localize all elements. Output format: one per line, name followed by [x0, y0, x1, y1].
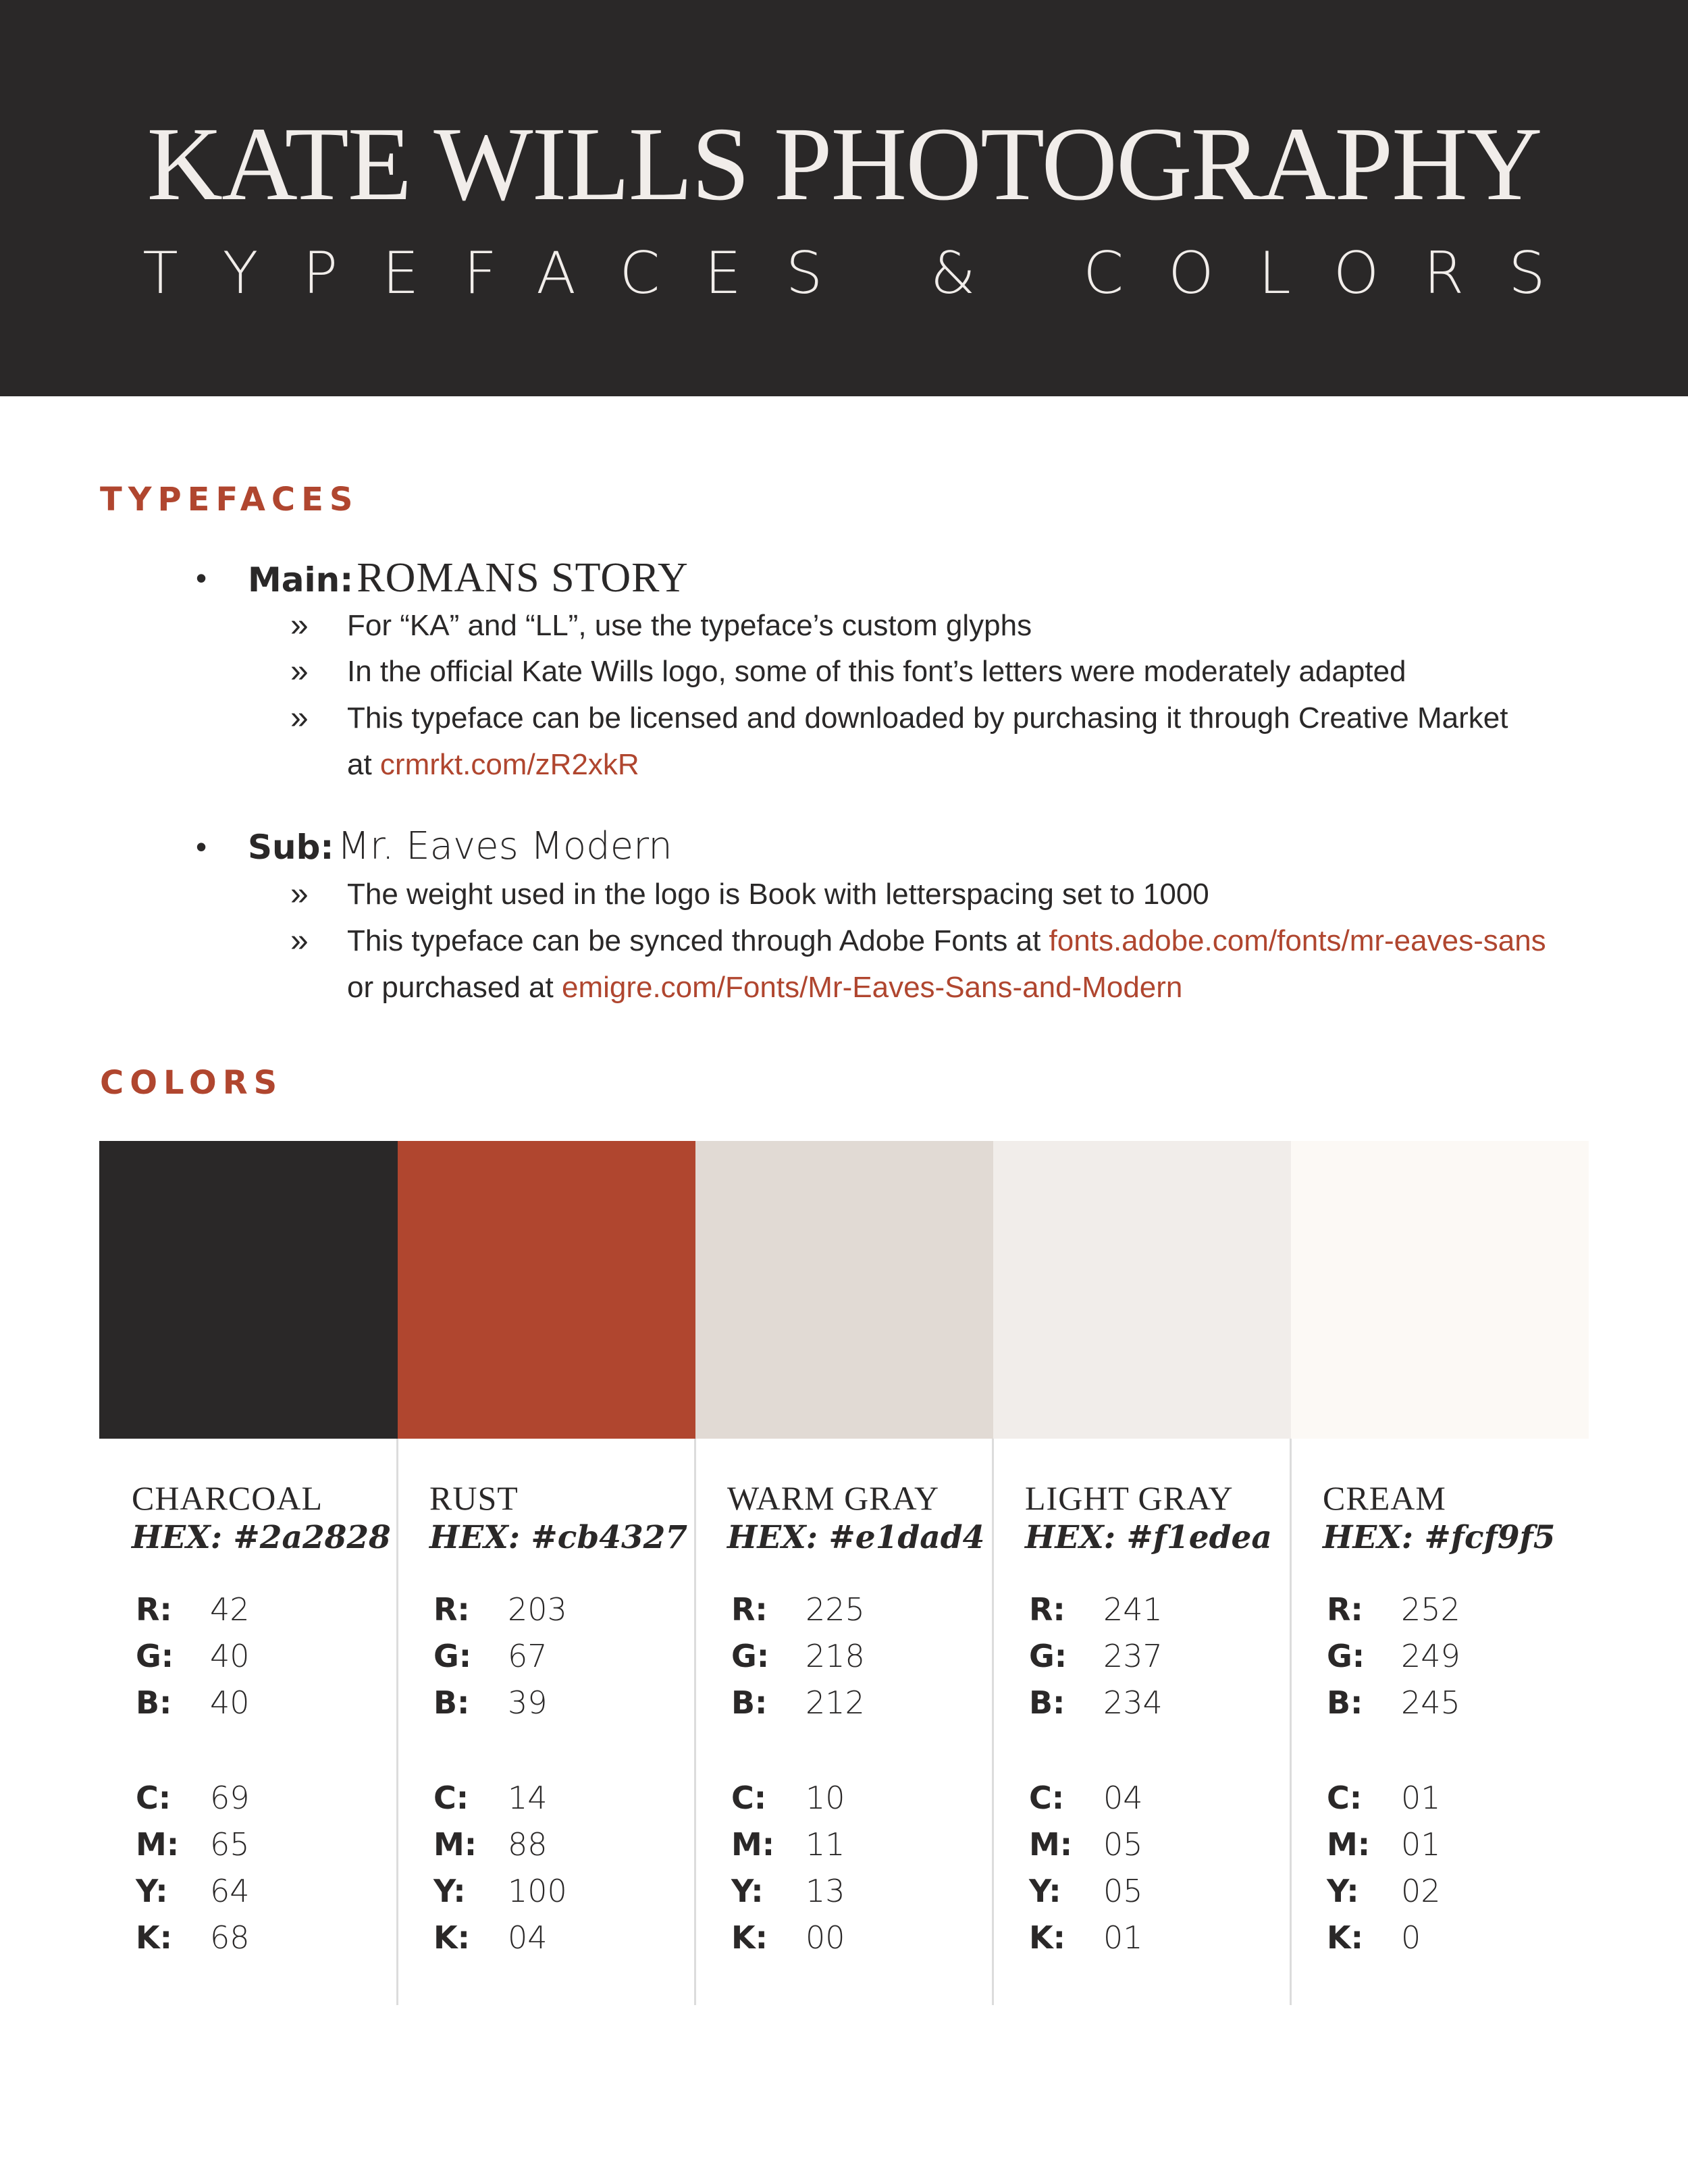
- value-number: 13: [806, 1873, 845, 1909]
- value-label: M:: [1327, 1826, 1371, 1863]
- value-label: R:: [433, 1591, 470, 1628]
- value-label: B:: [433, 1684, 470, 1721]
- color-hex: HEX: #e1dad4: [727, 1519, 985, 1556]
- value-number: 11: [806, 1826, 845, 1863]
- sub-item-1: » The weight used in the logo is Book with letterspacing set to 1000: [290, 872, 1614, 918]
- value-number: 01: [1401, 1826, 1441, 1863]
- value-g: [727, 1633, 865, 1680]
- main-item-3-continuation: at crmrkt.com/zR2xkR: [347, 748, 639, 781]
- chevron-icon: »: [290, 876, 309, 912]
- value-label: K:: [1327, 1919, 1364, 1956]
- sub-label: Sub:: [248, 828, 334, 867]
- value-c: [132, 1775, 250, 1821]
- value-b: [429, 1680, 567, 1726]
- color-hex: HEX: #f1edea: [1025, 1519, 1272, 1556]
- value-number: 67: [508, 1638, 548, 1674]
- value-number: 40: [210, 1684, 250, 1721]
- value-label: K:: [731, 1919, 768, 1956]
- value-label: Y:: [731, 1873, 764, 1909]
- value-number: 212: [806, 1684, 865, 1721]
- adobe-fonts-link[interactable]: fonts.adobe.com/fonts/mr-eaves-sans: [1049, 924, 1546, 957]
- sub-typeface-name: Mr. Eaves Modern: [337, 824, 672, 868]
- value-number: 04: [1103, 1780, 1143, 1816]
- cmyk-values: [1323, 1775, 1441, 1961]
- value-b: [132, 1680, 250, 1726]
- typefaces-heading: TYPEFACES: [100, 481, 359, 518]
- value-k: [1025, 1915, 1143, 1961]
- main-item-1: » For “KA” and “LL”, use the typeface’s custom glyphs: [290, 603, 1614, 649]
- value-number: 218: [806, 1638, 865, 1674]
- value-number: 04: [508, 1919, 548, 1956]
- value-label: M:: [433, 1826, 477, 1863]
- value-m: [1025, 1821, 1143, 1868]
- value-number: 68: [210, 1919, 250, 1956]
- value-label: K:: [1029, 1919, 1066, 1956]
- value-number: 241: [1103, 1591, 1163, 1628]
- value-label: M:: [1029, 1826, 1073, 1863]
- color-column: [727, 1479, 1004, 1956]
- value-label: R:: [1029, 1591, 1065, 1628]
- chevron-icon: »: [290, 700, 309, 736]
- value-number: 64: [210, 1873, 250, 1909]
- sub-item-2: » This typeface can be synced through Adobe Fonts at fonts.adobe.com/fonts/mr-eaves-sans: [290, 918, 1614, 965]
- value-k: [132, 1915, 250, 1961]
- value-number: 05: [1103, 1826, 1143, 1863]
- emigre-link[interactable]: emigre.com/Fonts/Mr-Eaves-Sans-and-Modern: [561, 971, 1183, 1004]
- value-label: Y:: [136, 1873, 168, 1909]
- main-item-2: » In the official Kate Wills logo, some of this font’s letters were moderately adapted: [290, 649, 1614, 695]
- value-r: [1323, 1587, 1460, 1633]
- color-name: CREAM: [1323, 1479, 1446, 1517]
- header-banner: [0, 0, 1688, 396]
- bullet-sub: •: [196, 829, 207, 864]
- value-y: [429, 1868, 567, 1915]
- value-label: B:: [136, 1684, 172, 1721]
- color-name: RUST: [429, 1479, 519, 1517]
- value-b: [727, 1680, 865, 1726]
- rgb-values: [727, 1587, 865, 1726]
- value-label: Y:: [1029, 1873, 1061, 1909]
- swatch-cream: [1291, 1141, 1589, 1439]
- swatch-charcoal: [99, 1141, 398, 1439]
- value-label: G:: [731, 1638, 770, 1674]
- value-label: C:: [433, 1780, 469, 1816]
- value-number: 100: [508, 1873, 567, 1909]
- value-r: [132, 1587, 250, 1633]
- value-number: 02: [1401, 1873, 1441, 1909]
- value-label: M:: [731, 1826, 775, 1863]
- swatch-warm-gray: [695, 1141, 993, 1439]
- value-number: 01: [1103, 1919, 1143, 1956]
- value-number: 249: [1401, 1638, 1460, 1674]
- color-hex: HEX: #fcf9f5: [1323, 1519, 1556, 1556]
- cmyk-values: [132, 1775, 250, 1961]
- value-c: [1323, 1775, 1441, 1821]
- value-label: G:: [433, 1638, 472, 1674]
- value-number: 10: [806, 1780, 845, 1816]
- chevron-icon: »: [290, 923, 309, 959]
- value-number: 0: [1401, 1919, 1421, 1956]
- cmyk-values: [429, 1775, 567, 1961]
- value-number: 234: [1103, 1684, 1163, 1721]
- value-number: 69: [210, 1780, 250, 1816]
- color-hex: HEX: #2a2828: [132, 1519, 391, 1556]
- value-number: 01: [1401, 1780, 1441, 1816]
- rgb-values: [1025, 1587, 1163, 1726]
- value-label: Y:: [1327, 1873, 1359, 1909]
- value-label: R:: [731, 1591, 768, 1628]
- color-name: WARM GRAY: [727, 1479, 940, 1517]
- color-column: [1323, 1479, 1600, 1956]
- value-label: C:: [1029, 1780, 1065, 1816]
- main-item-3: » This typeface can be licensed and downloaded by purchasing it through Creative Market: [290, 695, 1614, 742]
- value-label: C:: [136, 1780, 172, 1816]
- value-label: K:: [433, 1919, 471, 1956]
- value-y: [1323, 1868, 1441, 1915]
- value-number: 237: [1103, 1638, 1163, 1674]
- value-m: [1323, 1821, 1441, 1868]
- bullet-main: •: [196, 560, 207, 595]
- value-label: C:: [731, 1780, 767, 1816]
- value-c: [727, 1775, 845, 1821]
- value-b: [1025, 1680, 1163, 1726]
- value-label: B:: [1029, 1684, 1065, 1721]
- rgb-values: [132, 1587, 250, 1726]
- value-number: 252: [1401, 1591, 1460, 1628]
- value-label: G:: [136, 1638, 174, 1674]
- value-label: R:: [136, 1591, 172, 1628]
- value-c: [429, 1775, 567, 1821]
- page-subtitle: TYPEFACES & COLORS: [142, 240, 1590, 307]
- value-label: Y:: [433, 1873, 466, 1909]
- value-number: 00: [806, 1919, 845, 1956]
- rgb-values: [429, 1587, 567, 1726]
- creative-market-link[interactable]: crmrkt.com/zR2xkR: [379, 748, 639, 781]
- value-number: 88: [508, 1826, 548, 1863]
- value-number: 14: [508, 1780, 548, 1816]
- value-label: M:: [136, 1826, 180, 1863]
- value-m: [132, 1821, 250, 1868]
- color-hex: HEX: #cb4327: [429, 1519, 688, 1556]
- swatch-rust: [398, 1141, 695, 1439]
- value-y: [727, 1868, 845, 1915]
- color-column: [132, 1479, 408, 1956]
- rgb-values: [1323, 1587, 1460, 1726]
- value-label: B:: [731, 1684, 768, 1721]
- value-number: 225: [806, 1591, 865, 1628]
- value-b: [1323, 1680, 1460, 1726]
- value-label: G:: [1327, 1638, 1365, 1674]
- value-g: [429, 1633, 567, 1680]
- value-label: C:: [1327, 1780, 1363, 1816]
- value-number: 203: [508, 1591, 567, 1628]
- value-number: 65: [210, 1826, 250, 1863]
- main-typeface-name: ROMANS STORY: [357, 555, 689, 601]
- value-g: [1025, 1633, 1163, 1680]
- main-label: Main:: [248, 560, 354, 600]
- value-label: G:: [1029, 1638, 1067, 1674]
- value-label: B:: [1327, 1684, 1363, 1721]
- value-c: [1025, 1775, 1143, 1821]
- color-column: [429, 1479, 706, 1956]
- value-label: K:: [136, 1919, 173, 1956]
- value-number: 245: [1401, 1684, 1460, 1721]
- value-g: [132, 1633, 250, 1680]
- value-k: [429, 1915, 567, 1961]
- chevron-icon: »: [290, 608, 309, 643]
- value-r: [429, 1587, 567, 1633]
- value-k: [727, 1915, 845, 1961]
- value-r: [1025, 1587, 1163, 1633]
- sub-item-2-continuation: or purchased at emigre.com/Fonts/Mr-Eaves-Sans-and-Modern: [347, 971, 1183, 1004]
- value-m: [727, 1821, 845, 1868]
- value-r: [727, 1587, 865, 1633]
- color-column: [1025, 1479, 1302, 1956]
- chevron-icon: »: [290, 654, 309, 689]
- color-name: CHARCOAL: [132, 1479, 323, 1517]
- value-number: 39: [508, 1684, 548, 1721]
- swatch-light-gray: [993, 1141, 1291, 1439]
- value-y: [132, 1868, 250, 1915]
- value-number: 42: [210, 1591, 250, 1628]
- cmyk-values: [1025, 1775, 1143, 1961]
- brand-title: KATE WILLS PHOTOGRAPHY: [147, 105, 1541, 222]
- colors-heading: COLORS: [100, 1064, 284, 1102]
- value-number: 05: [1103, 1873, 1143, 1909]
- cmyk-values: [727, 1775, 845, 1961]
- value-m: [429, 1821, 567, 1868]
- value-label: R:: [1327, 1591, 1363, 1628]
- value-number: 40: [210, 1638, 250, 1674]
- value-k: [1323, 1915, 1441, 1961]
- value-g: [1323, 1633, 1460, 1680]
- value-y: [1025, 1868, 1143, 1915]
- color-name: LIGHT GRAY: [1025, 1479, 1234, 1517]
